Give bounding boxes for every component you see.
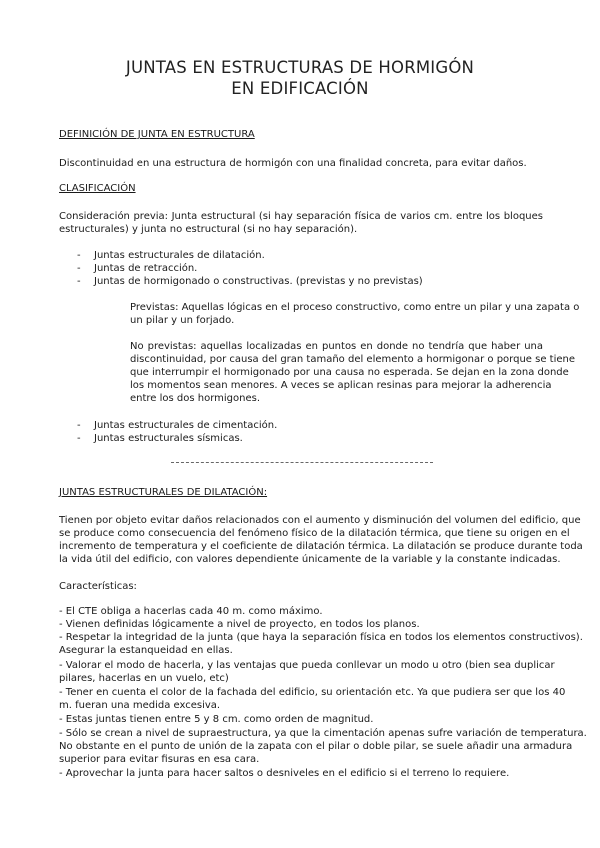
caracteristica-item: superior para evitar fisuras en esa cara. [59, 754, 260, 765]
previstas-line: Previstas: Aquellas lógicas en el proceso constructivo, como entre un pilar y una zapata o [130, 302, 580, 313]
no-previstas-line: discontinuidad, por causa del gran tamaño del elemento a hormigonar o porque se tiene [130, 354, 575, 365]
caracteristica-item: - Vienen definidas lógicamente a nivel de proyecto, en todos los planos. [59, 619, 420, 630]
caracteristica-item: - Sólo se crean a nivel de supraestructura, ya que la cimentación apenas sufre variación de temperatura. [59, 728, 587, 739]
heading-dilatacion: JUNTAS ESTRUCTURALES DE DILATACIÓN: [59, 487, 268, 498]
page-title-line2: EN EDIFICACIÓN [231, 79, 369, 98]
list-item: Juntas estructurales de dilatación. [94, 250, 265, 261]
caracteristica-item: - Valorar el modo de hacerla, y las ventajas que pueda conllevar un modo u otro (bien sea duplicar [59, 660, 555, 671]
caracteristica-item: Asegurar la estanqueidad en ellas. [59, 645, 233, 656]
no-previstas-line: entre los dos hormigones. [130, 393, 261, 404]
bullet-dash: - [77, 420, 81, 431]
caracteristica-item: - Tener en cuenta el color de la fachada del edificio, su orientación etc. Ya que pudiera ser que los 40 [59, 687, 566, 698]
clasificacion-intro-line: Consideración previa: Junta estructural (si hay separación física de varios cm. entre los bloques [59, 211, 543, 222]
caracteristicas-heading: Características: [59, 581, 137, 592]
caracteristica-item: - Estas juntas tienen entre 5 y 8 cm. como orden de magnitud. [59, 714, 374, 725]
heading-clasificacion: CLASIFICACIÓN [59, 183, 136, 194]
dilatacion-paragraph-line: incremento de temperatura y el coeficiente de dilatación térmica. La dilatación se produce durante toda [59, 541, 583, 552]
dilatacion-paragraph-line: Tienen por objeto evitar daños relacionados con el aumento y disminución del volumen del edificio, que [59, 515, 581, 526]
list-item: Juntas estructurales sísmicas. [94, 433, 243, 444]
previstas-line: un pilar y un forjado. [130, 315, 235, 326]
heading-definicion: DEFINICIÓN DE JUNTA EN ESTRUCTURA [59, 129, 255, 140]
dilatacion-paragraph-line: se produce como consecuencia del fenómeno físico de la dilatación térmica, que tiene su origen en el [59, 528, 570, 539]
dilatacion-paragraph-line: la vida útil del edificio, con valores dependiente únicamente de la variable y la constante indicadas. [59, 554, 561, 565]
no-previstas-line: los momentos sean menores. A veces se aplican resinas para mejorar la adherencia [130, 380, 552, 391]
caracteristica-item: - Respetar la integridad de la junta (que haya la separación física en todos los elementos constructivos). [59, 632, 583, 643]
section-separator [171, 462, 433, 463]
bullet-dash: - [77, 250, 81, 261]
bullet-dash: - [77, 276, 81, 287]
caracteristica-item: No obstante en el punto de unión de la zapata con el pilar o doble pilar, se suele añadir una armadura [59, 741, 573, 752]
list-item: Juntas estructurales de cimentación. [94, 420, 278, 431]
list-item: Juntas de retracción. [94, 263, 198, 274]
caracteristica-item: pilares, hacerlas en un vuelo, etc) [59, 673, 229, 684]
page-title: JUNTAS EN ESTRUCTURAS DE HORMIGÓN [125, 58, 475, 77]
no-previstas-line: que interrumpir el hormigonado por una causa no esperada. Se dejan en la zona donde [130, 367, 569, 378]
no-previstas-line: No previstas: aquellas localizadas en puntos en donde no tendría que haber una [130, 341, 543, 352]
caracteristica-item: - El CTE obliga a hacerlas cada 40 m. como máximo. [59, 606, 323, 617]
bullet-dash: - [77, 263, 81, 274]
bullet-dash: - [77, 433, 81, 444]
list-item: Juntas de hormigonado o constructivas. (previstas y no previstas) [94, 276, 423, 287]
caracteristica-item: - Aprovechar la junta para hacer saltos o desniveles en el edificio si el terreno lo requiere. [59, 768, 510, 779]
clasificacion-intro-line: estructurales) y junta no estructural (si no hay separación). [59, 224, 358, 235]
definicion-text: Discontinuidad en una estructura de hormigón con una finalidad concreta, para evitar daños. [59, 158, 527, 169]
caracteristica-item: m. fueran una medida excesiva. [59, 700, 221, 711]
